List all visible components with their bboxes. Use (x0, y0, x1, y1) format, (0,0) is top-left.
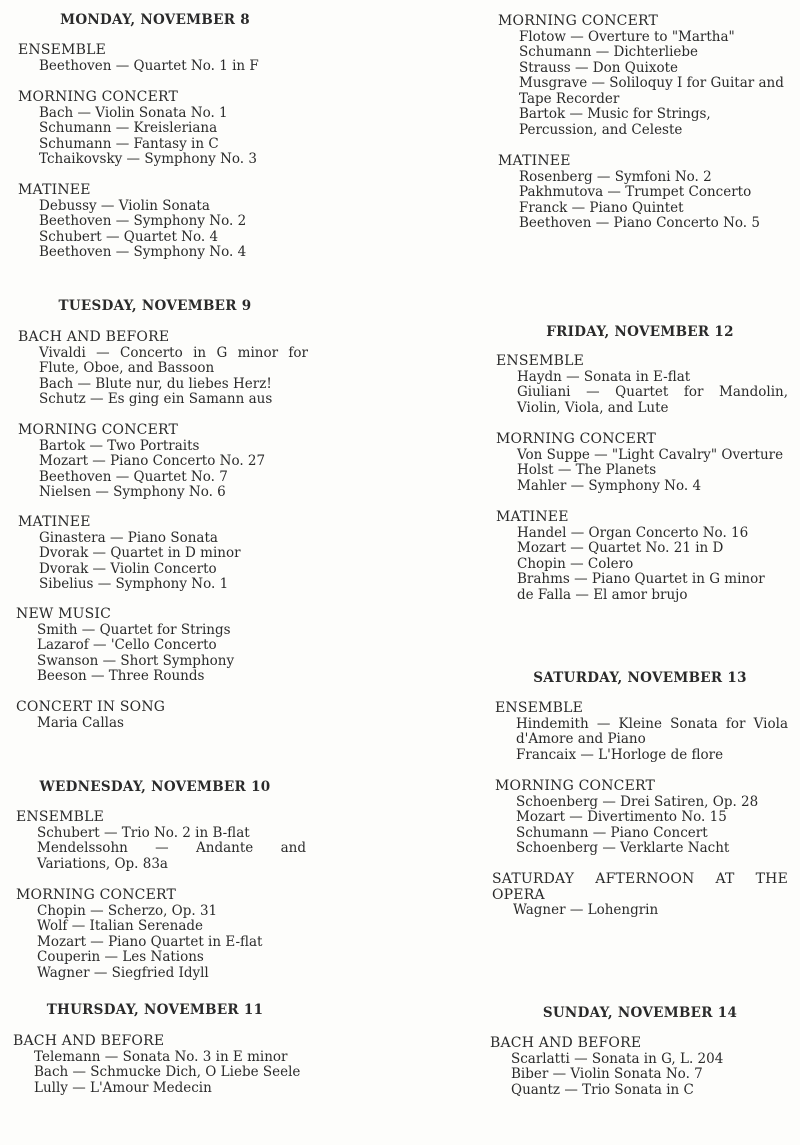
program-block (18, 423, 308, 501)
piece-item: Chopin — Scherzo, Op. 31 (37, 902, 218, 919)
piece-item: Beethoven — Quartet No. 7 (39, 468, 228, 485)
piece-item: Chopin — Colero (517, 555, 634, 572)
piece-item: Telemann — Sonata No. 3 in E minor (34, 1048, 288, 1065)
piece-item: Mozart — Piano Concerto No. 27 (39, 453, 266, 469)
piece-item: de Falla — El amor brujo (517, 586, 688, 603)
piece-item: Swanson — Short Symphony (37, 652, 235, 669)
program-block (495, 779, 788, 857)
piece-item: Schumann — Fantasy in C (39, 135, 219, 152)
program-block (18, 515, 308, 593)
piece-item: Beethoven — Symphony No. 4 (39, 244, 247, 260)
program-title: BACH AND BEFORE (18, 329, 170, 345)
piece-item: Wagner — Lohengrin (513, 902, 659, 918)
program-title: ENSEMBLE (496, 353, 585, 369)
program-title: BACH AND BEFORE (13, 1033, 165, 1049)
piece-item: Beethoven — Symphony No. 2 (39, 213, 247, 229)
program-title: ENSEMBLE (495, 700, 584, 716)
piece-list (495, 795, 788, 857)
piece-item: Scarlatti — Sonata in G, L. 204 (511, 1050, 724, 1067)
piece-list (16, 623, 308, 685)
piece-list (16, 716, 308, 732)
program-title: ENSEMBLE (16, 809, 105, 825)
program-title: MORNING CONCERT (16, 887, 177, 903)
piece-list (18, 199, 308, 261)
program-block (496, 510, 788, 603)
day-heading: SATURDAY, NOVEMBER 13 (533, 670, 747, 686)
piece-item: Flotow — Overture to "Martha" (519, 28, 735, 45)
program-block (16, 607, 308, 685)
piece-item: Bach — Violin Sonata No. 1 (39, 104, 228, 121)
program-block (496, 354, 788, 416)
piece-item: Schubert — Quartet No. 4 (39, 228, 219, 245)
piece-item: Bach — Schmucke Dich, O Liebe Seele (34, 1064, 301, 1080)
program-title: ENSEMBLE (18, 42, 107, 58)
piece-item: Rosenberg — Symfoni No. 2 (519, 168, 712, 185)
program-title: MORNING CONCERT (495, 778, 656, 794)
piece-item: Vivaldi — Concerto in G minor for Flute, Oboe, and Bassoon (39, 344, 308, 376)
piece-item: Schumann — Piano Concert (516, 824, 708, 841)
program-block (16, 700, 308, 731)
piece-item: Schumann — Kreisleriana (39, 120, 218, 136)
program-title: SATURDAY AFTERNOON AT THE OPERA (492, 871, 788, 903)
program-block (490, 1036, 788, 1098)
piece-item: Beethoven — Quartet No. 1 in F (39, 57, 259, 74)
program-block (496, 432, 788, 494)
piece-list (18, 439, 308, 501)
piece-item: Bartok — Two Portraits (39, 437, 200, 454)
piece-item: Brahms — Piano Quartet in G minor (517, 571, 765, 587)
program-block (16, 888, 306, 981)
program-title: MATINEE (498, 153, 571, 169)
program-title: BACH AND BEFORE (490, 1035, 642, 1051)
piece-item: Handel — Organ Concerto No. 16 (517, 524, 749, 541)
piece-list (18, 346, 308, 408)
day-heading: SUNDAY, NOVEMBER 14 (542, 1005, 738, 1021)
piece-item: Maria Callas (37, 714, 124, 731)
piece-item: Biber — Violin Sonata No. 7 (511, 1066, 703, 1082)
program-block (495, 701, 788, 763)
piece-item: Smith — Quartet for Strings (37, 621, 231, 638)
piece-list (498, 30, 788, 139)
piece-item: Sibelius — Symphony No. 1 (39, 576, 229, 592)
program-block (498, 14, 788, 138)
piece-item: Schoenberg — Drei Satiren, Op. 28 (516, 793, 759, 810)
piece-item: Beeson — Three Rounds (37, 668, 205, 684)
piece-item: Nielsen — Symphony No. 6 (39, 484, 226, 500)
piece-item: Mendelssohn — Andante and Variations, Op. 83a (37, 840, 306, 872)
piece-item: Mahler — Symphony No. 4 (517, 477, 702, 494)
piece-item: Bartok — Music for Strings, Percussion, and Celeste (519, 106, 711, 138)
piece-item: Wolf — Italian Serenade (37, 918, 204, 934)
piece-item: Francaix — L'Horloge de flore (516, 746, 724, 763)
day-heading: TUESDAY, NOVEMBER 9 (58, 298, 252, 314)
piece-list (492, 903, 788, 919)
piece-list (498, 170, 788, 232)
piece-list (16, 904, 306, 982)
piece-list (13, 1050, 308, 1097)
piece-list (18, 531, 308, 593)
piece-item: Strauss — Don Quixote (519, 59, 678, 76)
piece-item: Bach — Blute nur, du liebes Herz! (39, 375, 272, 392)
piece-item: Ginastera — Piano Sonata (39, 529, 218, 546)
program-title: MORNING CONCERT (18, 422, 179, 438)
piece-list (496, 526, 788, 604)
piece-item: Beethoven — Piano Concerto No. 5 (519, 215, 760, 231)
piece-item: Mozart — Divertimento No. 15 (516, 809, 727, 825)
piece-item: Schumann — Dichterliebe (519, 44, 699, 60)
day-heading: MONDAY, NOVEMBER 8 (60, 12, 250, 28)
day-heading: WEDNESDAY, NOVEMBER 10 (39, 779, 271, 795)
piece-item: Mozart — Quartet No. 21 in D (517, 540, 724, 556)
piece-item: Couperin — Les Nations (37, 949, 204, 965)
day-heading: THURSDAY, NOVEMBER 11 (46, 1002, 264, 1018)
piece-item: Holst — The Planets (517, 462, 657, 478)
piece-item: Haydn — Sonata in E-flat (517, 368, 691, 385)
piece-list (16, 826, 306, 873)
piece-list (496, 448, 788, 495)
program-title: NEW MUSIC (16, 606, 112, 622)
program-title: MATINEE (18, 182, 91, 198)
program-block (18, 90, 308, 168)
piece-item: Musgrave — Soliloquy I for Guitar and Tape Recorder (519, 75, 784, 107)
program-title: MORNING CONCERT (498, 13, 659, 29)
program-block (18, 43, 308, 74)
piece-item: Quantz — Trio Sonata in C (511, 1081, 694, 1098)
program-title: MATINEE (18, 514, 91, 530)
program-block (492, 872, 788, 919)
piece-item: Giuliani — Quartet for Mandolin, Violin, Viola, and Lute (517, 384, 788, 416)
piece-item: Von Suppe — "Light Cavalry" Overture (517, 446, 784, 463)
program-block (16, 810, 306, 872)
piece-item: Mozart — Piano Quartet in E-flat (37, 933, 263, 950)
program-block (498, 154, 788, 232)
piece-item: Dvorak — Violin Concerto (39, 560, 217, 577)
piece-list (18, 59, 308, 75)
piece-list (18, 106, 308, 168)
program-title: MORNING CONCERT (18, 89, 179, 105)
piece-item: Schubert — Trio No. 2 in B-flat (37, 824, 250, 841)
program-title: CONCERT IN SONG (16, 699, 166, 715)
piece-list (496, 370, 788, 417)
piece-list (490, 1052, 788, 1099)
program-block (18, 330, 308, 408)
piece-item: Schutz — Es ging ein Samann aus (39, 391, 273, 407)
piece-item: Hindemith — Kleine Sonata for Viola d'Amore and Piano (516, 715, 788, 747)
piece-item: Pakhmutova — Trumpet Concerto (519, 184, 752, 200)
program-block (18, 183, 308, 261)
piece-item: Lully — L'Amour Medecin (34, 1079, 212, 1096)
piece-item: Wagner — Siegfried Idyll (37, 964, 209, 981)
program-block (13, 1034, 308, 1096)
piece-item: Franck — Piano Quintet (519, 199, 684, 216)
piece-item: Dvorak — Quartet in D minor (39, 545, 241, 561)
piece-item: Lazarof — 'Cello Concerto (37, 637, 217, 653)
day-heading: FRIDAY, NOVEMBER 12 (546, 324, 734, 340)
piece-list (495, 717, 788, 764)
piece-item: Debussy — Violin Sonata (39, 197, 210, 214)
piece-item: Tchaikovsky — Symphony No. 3 (39, 151, 257, 167)
program-title: MORNING CONCERT (496, 431, 657, 447)
program-title: MATINEE (496, 509, 569, 525)
piece-item: Schoenberg — Verklarte Nacht (516, 840, 730, 856)
